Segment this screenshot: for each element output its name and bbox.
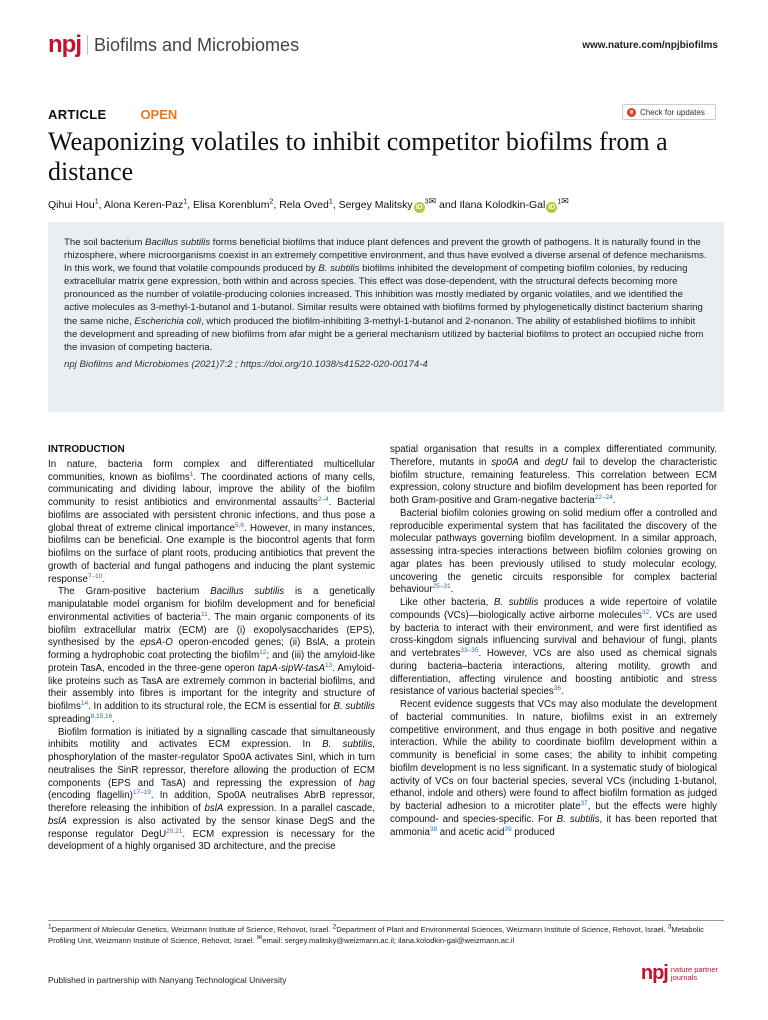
email-icon[interactable]: ✉ bbox=[428, 196, 437, 206]
author-affiliation: 3 bbox=[424, 198, 429, 206]
author bbox=[459, 196, 569, 211]
author-list bbox=[48, 196, 728, 213]
author-name[interactable]: Sergey Malitsky bbox=[338, 199, 413, 211]
footnote-divider bbox=[48, 920, 724, 921]
email-icon[interactable]: ✉ bbox=[561, 196, 569, 206]
author bbox=[338, 196, 460, 211]
author-separator: , bbox=[98, 199, 104, 211]
paragraph: Biofilm formation is initiated by a signalling cascade that simultaneously inhibits motility and activates ECM expression. In B. subtilis, phosphorylation of the master-regulator Spo0A activates SinI, which in turn neutralises the SinR repressor, therefore allowing the production of ECM components (EPS and TasA) and repressing the expression of hag (encoding flagellin)$^{17-19}$. In addition, Spo0A neutralises AbrB repressor, therefore releasing the inhibition of bslA expression. In a parallel cascade, bslA expression is also activated by the sensor kinase DegS and the response regulator DegU$^{20,21}$. ECM expression is necessary for the development of a highly organised 3D architecture, and the precise bbox=[48, 726, 375, 853]
reference-link[interactable]: 32 bbox=[642, 608, 650, 616]
check-for-updates-button[interactable] bbox=[622, 104, 716, 120]
author bbox=[193, 199, 279, 211]
open-access-label: OPEN bbox=[140, 107, 178, 122]
author-separator: and bbox=[436, 199, 460, 211]
author-affiliation: 1 bbox=[94, 198, 99, 206]
paragraph: The Gram-positive bacterium Bacillus subtilis is a genetically manipulatable model organism for biofilm development and for beneficial environmental activities of bacteria$^{11}$. The main organic components of its biofilm extracellular matrix (ECM) are (i) exopolysaccharides (EPS), synthesised by the epsA-O operon-encoded genes; (ii) BslA, a protein forming a hydrophobic coat protecting the biofilm$^{12}$; and (iii) the amyloid-like protein TasA, encoded in the three-gene operon tapA-sipW-tasA$^{13}$. Amyloid-like proteins such as TasA are extremely common in bacterial biofilms, and their assembly into fibres is important for the integrity and structure of biofilms$^{14}$. In addition to its structural role, the ECM is essential for B. subtilis spreading$^{8,15,16}$. bbox=[48, 586, 376, 725]
author-name[interactable]: Qihui Hou bbox=[48, 199, 95, 211]
nature-partner-journals-logo bbox=[641, 962, 718, 985]
author-affiliation: 1 bbox=[328, 198, 333, 206]
author-name[interactable]: Elisa Korenblum bbox=[193, 199, 270, 211]
reference-link[interactable]: 39 bbox=[504, 825, 512, 833]
journal-url-link[interactable]: www.nature.com/npjbiofilms bbox=[582, 40, 718, 51]
article-type-row bbox=[48, 107, 177, 122]
body-column-right bbox=[390, 444, 717, 839]
reference-link[interactable]: 5,6 bbox=[235, 521, 245, 529]
author-name[interactable]: Rela Oved bbox=[279, 199, 329, 211]
author bbox=[279, 199, 338, 211]
journal-header bbox=[48, 32, 299, 58]
abstract-text: The soil bacterium Bacillus subtilis forms beneficial biofilms that induce plant defences and prevent the growth of pathogens. It is naturally found in the rhizosphere, where microorganisms coexist in an extremely competitive environment, and thus have evolved a diverse arsenal of defence mechanisms. In this work, we found that volatile compounds produced by B. subtilis biofilms inhibited the development of competing biofilm colonies, by reducing extracellular matrix gene expression, both within and across species. This effect was dose-dependent, with the structural defects becoming more pronounced as the number of volatile-producing colonies increased. This inhibition was mostly mediated by organic volatiles, and we identified the active molecules as 3-methyl-1-butanol and 1-butanol. Similar results were obtained with biofilms formed by phylogenetically distinct bacterium sharing the same niche, Escherichia coli, which produced the biofilm-inhibiting 3-methyl-1-butanol and 2-nonanon. The ability of established biofilms to inhibit the development and spreading of new biofilms from afar might be a general mechanism utilized by bacterial biofilms to protect an occupied niche from the invasion of competing bacteria. bbox=[64, 237, 707, 353]
author bbox=[104, 199, 193, 211]
partner-text: nature partner journals bbox=[670, 964, 718, 982]
email-icon: ✉ bbox=[256, 933, 263, 941]
author-separator: , bbox=[187, 199, 194, 211]
reference-link[interactable]: 11 bbox=[200, 610, 208, 618]
reference-link[interactable]: 22–24 bbox=[594, 493, 613, 501]
author-name[interactable]: Ilana Kolodkin-Gal bbox=[459, 199, 546, 211]
reference-link[interactable]: 17–19 bbox=[132, 789, 151, 797]
orcid-icon[interactable]: iD bbox=[415, 204, 423, 211]
npj-logo: npj bbox=[48, 31, 81, 58]
check-updates-icon bbox=[627, 108, 636, 117]
reference-link[interactable]: 2–4 bbox=[317, 495, 329, 503]
reference-link[interactable]: 13 bbox=[324, 661, 333, 669]
author-separator: , bbox=[273, 199, 280, 211]
reference-link[interactable]: 38 bbox=[429, 825, 438, 833]
paragraph: In nature, bacteria form complex and differentiated multicellular communities, known as biofilms$^1$. The coordinated actions of many cells, communicating and dividing labour, improve the ability of the biofilm community to resist antibiotics and environmental assaults$^{2-4}$. Bacterial biofilms are associated with persistent chronic infections, and thus pose a global threat of extreme clinical importance$^{5,6}$. However, in many instances, biofilms can be beneficial. One example is the biocontrol agents that form biofilms on the surface of plant roots, producing antibiotics that prevent the growth of bacterial and fungal pathogens and inducing the plant systemic response$^{7-10}$. bbox=[48, 458, 376, 585]
reference-link[interactable]: 1 bbox=[189, 470, 194, 478]
email-addresses[interactable]: email: sergey.malitsky@weizmann.ac.il; ilana.kolodkin-gal@weizmann.ac.il bbox=[262, 935, 515, 945]
reference-link[interactable]: 25–31 bbox=[432, 583, 451, 591]
reference-link[interactable]: 37 bbox=[580, 799, 588, 807]
author-separator: , bbox=[332, 199, 339, 211]
abstract-box bbox=[48, 222, 724, 412]
affiliations-footnote: $^1$Department of Molecular Genetics, Weizmann Institute of Science, Rehovot, Israel. $^2$Department of Plant and Environmental Sciences, Weizmann Institute of Science, Rehovot, Israel. $^3$Metabolic Profiling Unit, Weizmann Institute of Science, Rehovot, Israel. ✉email: sergey.malitsky@weizmann.ac.il; ilana.kolodkin-gal@weizmann.ac.il bbox=[48, 923, 704, 945]
reference-link[interactable]: 8,15,16 bbox=[90, 712, 113, 720]
reference-link[interactable]: 14 bbox=[80, 699, 89, 707]
author-affiliation: 1 bbox=[183, 198, 188, 206]
body-column-left bbox=[48, 444, 375, 854]
paragraph: spatial organisation that results in a complex differentiated community. Therefore, mutants in spo0A and degU fail to develop the characteristic biofilm structure, remaining featureless. This correlation between ECM expression, colony structure and biofilm development has been reported for both Gram-positive and Gram-negative bacteria$^{22-24}$. bbox=[390, 444, 718, 506]
journal-name: Biofilms and Microbiomes bbox=[87, 35, 299, 55]
section-heading-introduction: INTRODUCTION bbox=[48, 444, 125, 455]
author-name[interactable]: Alona Keren-Paz bbox=[103, 199, 184, 211]
npj-logo-small: npj bbox=[640, 962, 668, 984]
paragraph: Bacterial biofilm colonies growing on solid medium offer a controlled and reproducible experimental system that has facilitated the discovery of the molecular pathways governing biofilm development. In a similar approach, assessing intra-species interactions between biofilm colonies growing on agar plates has been previously utilised to study molecular ecology, uncovering the genetic circuits responsible for complex bacterial behaviour$^{25-31}$. bbox=[390, 507, 717, 596]
paragraph: Like other bacteria, B. subtilis produces a wide repertoire of volatile compounds (VCs)—biologically active airborne molecules$^{32}$. VCs are used by bacteria to interact with their environment, and were first identified as cross-kingdom signals influencing survival and behaviour of fungi, plants and vertebrates$^{33-35}$. However, VCs are also used as chemical signals during bacteria–bacteria interactions, altering motility, growth and differentiation, affecting virulence and boosting antibiotic and stress resistance of various bacterial species$^{36}$. bbox=[390, 597, 718, 698]
reference-link[interactable]: 36 bbox=[553, 685, 561, 693]
author bbox=[48, 199, 104, 211]
reference-link[interactable]: 7–10 bbox=[87, 572, 103, 580]
reference-link[interactable]: 33–35 bbox=[460, 646, 479, 654]
orcid-icon[interactable]: iD bbox=[548, 204, 556, 211]
published-in-partnership: Published in partnership with Nanyang Technological University bbox=[48, 975, 287, 985]
paragraph: Recent evidence suggests that VCs may also modulate the development of bacterial communities. In nature, biofilms exist in an extremely competitive environment, and thus engage in both positive and negative interaction. While the ability to coordinate biofilm development within a community is beneficial in some cases; the ability to inhibit competing biofilm development is no less significant. In a systematic study of biological activity of VCs on four bacterial species, several VCs (including 1-butanol, ethanol, indole and others) were found to affect biofilm formation as judged by bacterial adhesion to a microtiter plate$^{37}$, but the effects were highly compound- and species-specific. For B. subtilis, it has been reported that ammonia$^{38}$ and acetic acid$^{39}$ produced bbox=[390, 699, 717, 838]
reference-link[interactable]: 12 bbox=[259, 648, 267, 656]
citation-doi-link[interactable]: npj Biofilms and Microbiomes (2021)7:2 ; https://doi.org/10.1038/s41522-020-00174-4 bbox=[64, 358, 428, 370]
article-title: Weaponizing volatiles to inhibit competitor biofilms from a distance bbox=[48, 127, 668, 186]
article-label: ARTICLE bbox=[48, 107, 107, 122]
check-updates-label: Check for updates bbox=[640, 107, 705, 117]
reference-link[interactable]: 20,21 bbox=[166, 827, 183, 835]
author-affiliation: 1 bbox=[557, 198, 562, 206]
author-affiliation: 2 bbox=[269, 198, 274, 206]
